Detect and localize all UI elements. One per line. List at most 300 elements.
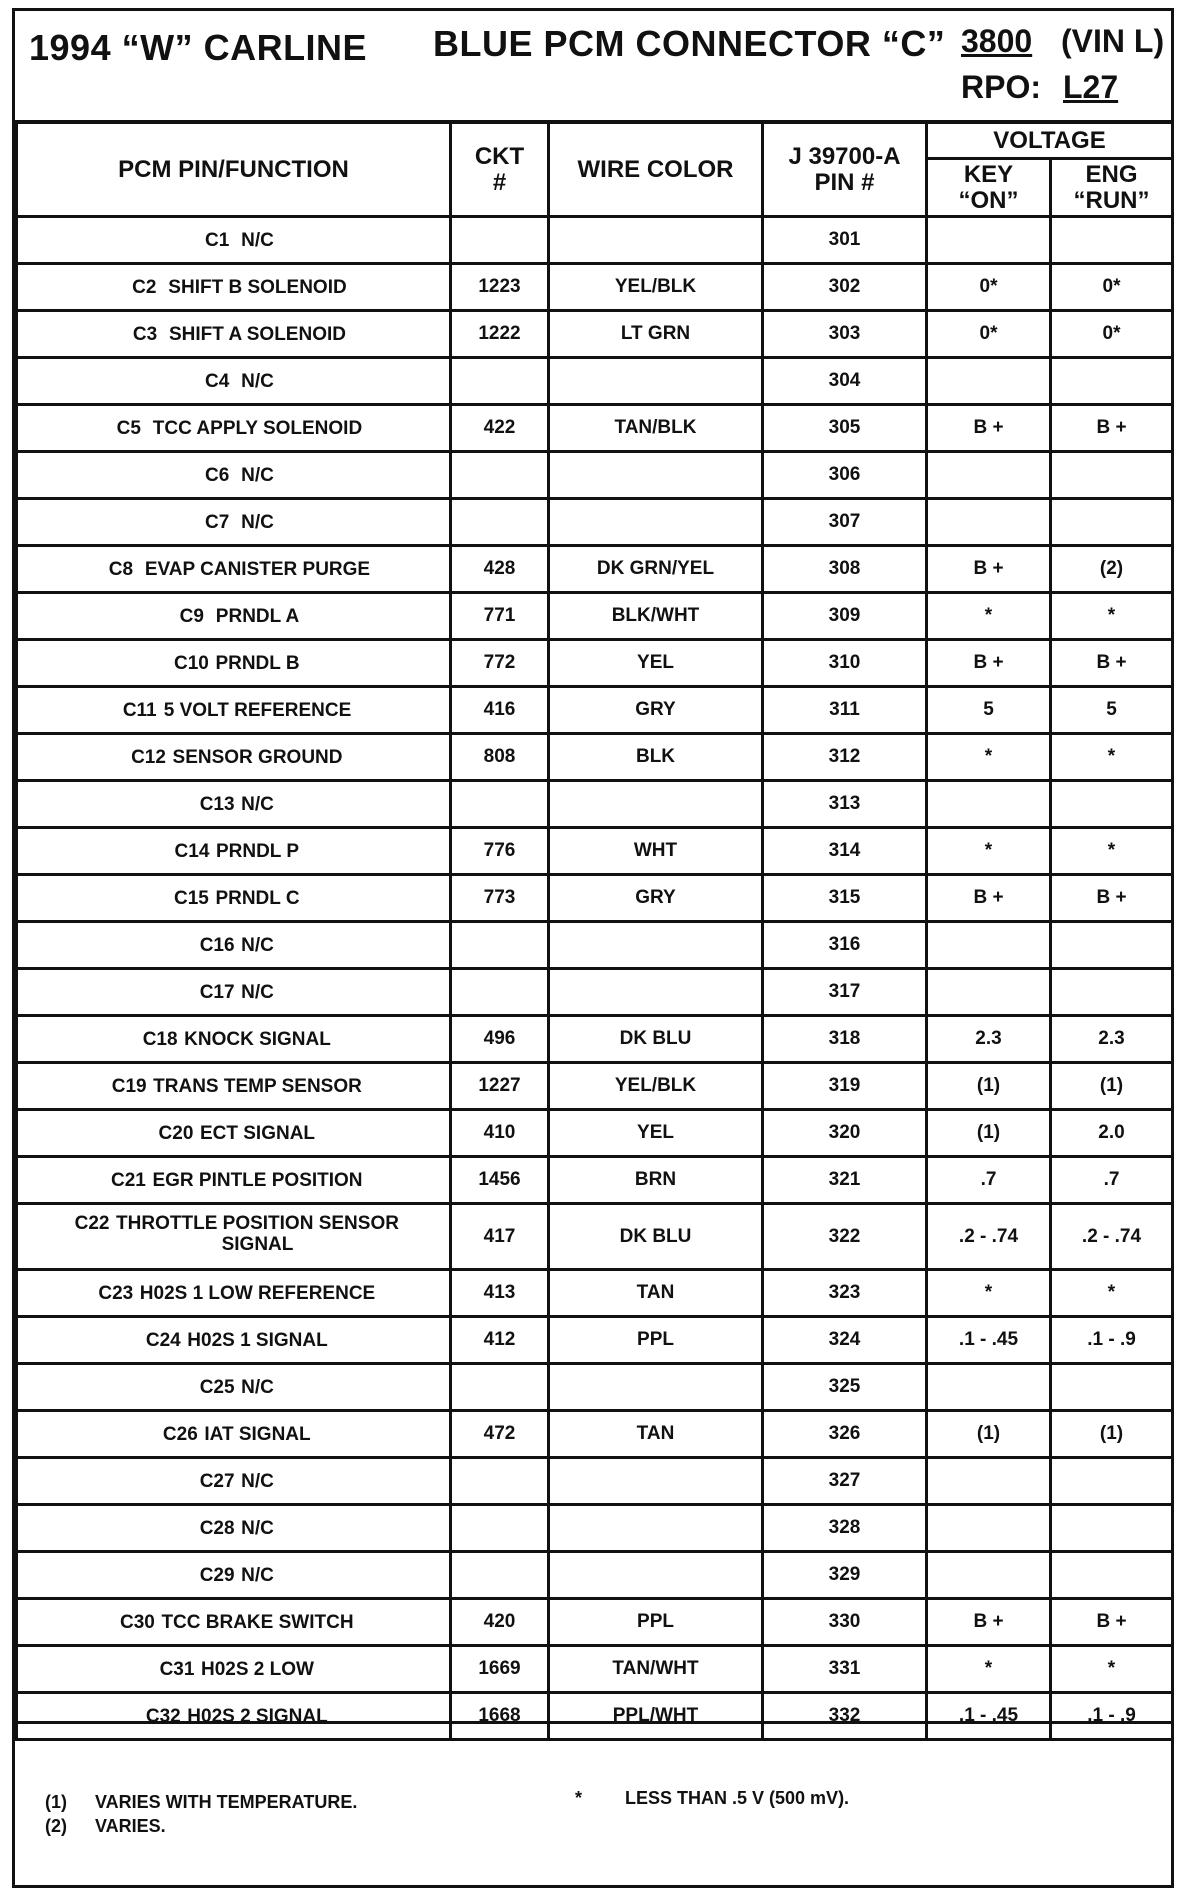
key-on-voltage-cell: *	[927, 734, 1051, 781]
key-on-voltage-cell	[927, 922, 1051, 969]
j-pin-cell: 304	[763, 358, 927, 405]
pin-function-cell	[17, 405, 451, 452]
note-star-mark: *	[575, 1788, 583, 1808]
eng-run-voltage-cell: 2.3	[1051, 1016, 1173, 1063]
wire-color-cell	[549, 1458, 763, 1505]
table-row	[17, 875, 1173, 922]
pin-function-cell	[17, 734, 451, 781]
ckt-cell	[451, 781, 549, 828]
wire-color-cell: DK BLU	[549, 1016, 763, 1063]
pin-function-cell	[17, 1157, 451, 1204]
ckt-cell: 772	[451, 640, 549, 687]
table-row	[17, 405, 1173, 452]
pin-id: C20	[158, 1122, 194, 1144]
col-header-key-on: KEY “ON”	[927, 159, 1051, 217]
pin-function-cell	[17, 1110, 451, 1157]
key-on-voltage-cell	[927, 1505, 1051, 1552]
pin-id: C12	[131, 746, 166, 768]
eng-run-voltage-cell: *	[1051, 734, 1173, 781]
pin-function-cell	[17, 875, 451, 922]
pin-function-cell	[17, 1552, 451, 1599]
ckt-cell: 413	[451, 1270, 549, 1317]
wire-color-cell	[549, 358, 763, 405]
wire-color-cell: DK GRN/YEL	[549, 546, 763, 593]
ckt-cell: 417	[451, 1204, 549, 1270]
pin-function: H02S 1 SIGNAL	[187, 1329, 328, 1351]
j-pin-cell: 306	[763, 452, 927, 499]
pin-function-cell	[17, 311, 451, 358]
table-row	[17, 217, 1173, 264]
key-on-voltage-cell: (1)	[927, 1063, 1051, 1110]
col-header-j-pin: J 39700-A PIN #	[763, 123, 927, 217]
key-on-voltage-cell	[927, 358, 1051, 405]
wire-color-cell: YEL/BLK	[549, 1063, 763, 1110]
table-row	[17, 969, 1173, 1016]
table-row	[17, 1411, 1173, 1458]
ckt-cell: 808	[451, 734, 549, 781]
pin-function: SHIFT B SOLENOID	[168, 276, 347, 298]
ckt-cell: 771	[451, 593, 549, 640]
pin-function: N/C	[241, 1376, 274, 1398]
wire-color-cell: BRN	[549, 1157, 763, 1204]
pin-id: C22	[74, 1213, 110, 1234]
j-pin-cell: 315	[763, 875, 927, 922]
wire-color-cell	[549, 781, 763, 828]
pin-function-cell	[17, 922, 451, 969]
pin-function-cell	[17, 452, 451, 499]
ckt-cell: 776	[451, 828, 549, 875]
pin-function: N/C	[241, 229, 274, 251]
table-row	[17, 1157, 1173, 1204]
pin-function: 5 VOLT REFERENCE	[163, 699, 352, 721]
key-on-voltage-cell: 5	[927, 687, 1051, 734]
pin-rows	[17, 217, 1173, 1740]
pin-function: N/C	[241, 370, 274, 392]
key-on-voltage-cell: *	[927, 1270, 1051, 1317]
table-row	[17, 1646, 1173, 1693]
pin-id: C9	[179, 605, 204, 627]
pin-function-cell	[17, 1016, 451, 1063]
wire-color-cell: WHT	[549, 828, 763, 875]
pin-function: THROTTLE POSITION SENSOR	[116, 1213, 399, 1234]
pin-id: C2	[132, 276, 157, 298]
pin-function: KNOCK SIGNAL	[184, 1028, 331, 1050]
pin-id: C10	[174, 652, 209, 674]
pin-id: C15	[174, 887, 209, 909]
carline-title: 1994 “W” CARLINE	[29, 27, 368, 68]
eng-run-voltage-cell: .1 - .9	[1051, 1317, 1173, 1364]
ckt-cell	[451, 1458, 549, 1505]
key-on-voltage-cell: *	[927, 1646, 1051, 1693]
j-pin-cell: 309	[763, 593, 927, 640]
wire-color-cell: YEL	[549, 640, 763, 687]
wire-color-cell	[549, 217, 763, 264]
j-pin-cell: 323	[763, 1270, 927, 1317]
pin-id: C11	[122, 699, 157, 721]
table-row	[17, 593, 1173, 640]
pin-id: C19	[111, 1075, 147, 1097]
note-1	[45, 1792, 357, 1813]
ckt-cell: 1222	[451, 311, 549, 358]
pin-function: IAT SIGNAL	[204, 1423, 311, 1445]
j-pin-cell: 301	[763, 217, 927, 264]
key-on-voltage-cell: .7	[927, 1157, 1051, 1204]
ckt-cell: 410	[451, 1110, 549, 1157]
j-pin-cell: 329	[763, 1552, 927, 1599]
j-pin-cell: 320	[763, 1110, 927, 1157]
ckt-cell	[451, 1364, 549, 1411]
ckt-cell	[451, 499, 549, 546]
pin-function-cell	[17, 546, 451, 593]
j-pin-cell: 314	[763, 828, 927, 875]
pin-function: H02S 2 LOW	[201, 1658, 314, 1680]
pin-function-cell	[17, 1411, 451, 1458]
pin-function-cell	[17, 1364, 451, 1411]
j-pin-cell: 322	[763, 1204, 927, 1270]
eng-run-voltage-cell	[1051, 1505, 1173, 1552]
eng-run-voltage-cell	[1051, 358, 1173, 405]
j-pin-cell: 313	[763, 781, 927, 828]
eng-run-voltage-cell: B +	[1051, 640, 1173, 687]
wire-color-cell: LT GRN	[549, 311, 763, 358]
eng-run-voltage-cell: (1)	[1051, 1063, 1173, 1110]
ckt-cell: 773	[451, 875, 549, 922]
key-on-voltage-cell: *	[927, 593, 1051, 640]
eng-run-voltage-cell	[1051, 969, 1173, 1016]
ckt-cell	[451, 969, 549, 1016]
pin-function-cell	[17, 217, 451, 264]
pin-function: N/C	[241, 1564, 274, 1586]
pin-function: EVAP CANISTER PURGE	[144, 558, 371, 580]
ckt-cell: 1456	[451, 1157, 549, 1204]
wire-color-cell: BLK/WHT	[549, 593, 763, 640]
ckt-cell: 412	[451, 1317, 549, 1364]
pin-id: C30	[120, 1611, 155, 1633]
eng-run-voltage-cell: B +	[1051, 405, 1173, 452]
eng-run-voltage-cell: 2.0	[1051, 1110, 1173, 1157]
j-pin-cell: 303	[763, 311, 927, 358]
key-on-voltage-cell	[927, 1552, 1051, 1599]
key-on-voltage-cell: .2 - .74	[927, 1204, 1051, 1270]
key-on-voltage-cell: *	[927, 828, 1051, 875]
pin-function: SENSOR GROUND	[172, 746, 343, 768]
wire-color-cell: YEL/BLK	[549, 264, 763, 311]
pin-function-cell	[17, 1599, 451, 1646]
wire-color-cell: BLK	[549, 734, 763, 781]
pin-function-cell	[17, 1063, 451, 1110]
pin-id: C18	[142, 1028, 178, 1050]
j-pin-cell: 312	[763, 734, 927, 781]
col-header-wire: WIRE COLOR	[549, 123, 763, 217]
wire-color-cell: YEL	[549, 1110, 763, 1157]
col-header-voltage: VOLTAGE	[927, 123, 1173, 159]
pin-id: C6	[204, 464, 230, 486]
table-row	[17, 922, 1173, 969]
note-2-mark: (2)	[45, 1816, 67, 1836]
eng-run-voltage-cell: B +	[1051, 875, 1173, 922]
note-1-text: VARIES WITH TEMPERATURE.	[95, 1792, 358, 1812]
j-pin-cell: 324	[763, 1317, 927, 1364]
wire-color-cell	[549, 1552, 763, 1599]
ckt-cell	[451, 217, 549, 264]
eng-run-voltage-cell	[1051, 1364, 1173, 1411]
pin-function: N/C	[241, 464, 274, 486]
pin-function: N/C	[241, 793, 274, 815]
notes-section	[15, 1721, 1171, 1885]
pin-function-cell	[17, 1505, 451, 1552]
pin-function: N/C	[241, 1470, 274, 1492]
key-on-voltage-cell: (1)	[927, 1411, 1051, 1458]
pin-id: C1	[204, 229, 230, 251]
pin-function: TCC BRAKE SWITCH	[161, 1611, 354, 1633]
j-pin-cell: 325	[763, 1364, 927, 1411]
pin-id: C26	[162, 1423, 198, 1445]
table-row	[17, 546, 1173, 593]
wire-color-cell: TAN	[549, 1411, 763, 1458]
table-row	[17, 1458, 1173, 1505]
note-star-text: LESS THAN .5 V (500 mV).	[625, 1788, 850, 1808]
pinout-sheet	[12, 8, 1174, 1888]
engine-code: 3800	[961, 23, 1033, 59]
ckt-cell	[451, 358, 549, 405]
wire-color-cell	[549, 969, 763, 1016]
eng-run-voltage-cell: .7	[1051, 1157, 1173, 1204]
pin-function: H02S 2 SIGNAL	[187, 1705, 328, 1727]
ckt-cell: 472	[451, 1411, 549, 1458]
j-pin-cell: 331	[763, 1646, 927, 1693]
table-row	[17, 1016, 1173, 1063]
wire-color-cell: TAN	[549, 1270, 763, 1317]
pin-function-cell	[17, 593, 451, 640]
pin-table	[15, 121, 1174, 1741]
table-row	[17, 452, 1173, 499]
pin-id: C32	[145, 1705, 181, 1727]
pin-function-cell	[17, 828, 451, 875]
eng-run-voltage-cell	[1051, 1552, 1173, 1599]
j-pin-cell: 319	[763, 1063, 927, 1110]
key-on-voltage-cell: (1)	[927, 1110, 1051, 1157]
key-on-voltage-cell: B +	[927, 875, 1051, 922]
pin-function-cell	[17, 1458, 451, 1505]
eng-run-voltage-cell: 0*	[1051, 264, 1173, 311]
table-row	[17, 1364, 1173, 1411]
key-on-voltage-cell	[927, 781, 1051, 828]
j-pin-cell: 318	[763, 1016, 927, 1063]
eng-run-voltage-cell	[1051, 217, 1173, 264]
pin-function: PRNDL C	[215, 887, 300, 909]
key-on-voltage-cell: B +	[927, 546, 1051, 593]
ckt-cell: 1668	[451, 1693, 549, 1740]
eng-run-voltage-cell: (1)	[1051, 1411, 1173, 1458]
ckt-cell	[451, 452, 549, 499]
ckt-cell: 428	[451, 546, 549, 593]
key-on-voltage-cell: 2.3	[927, 1016, 1051, 1063]
pin-id: C8	[108, 558, 134, 580]
ckt-cell	[451, 1552, 549, 1599]
j-pin-cell: 326	[763, 1411, 927, 1458]
eng-run-voltage-cell: .2 - .74	[1051, 1204, 1173, 1270]
table-row	[17, 687, 1173, 734]
table-row	[17, 1110, 1173, 1157]
wire-color-cell	[549, 1364, 763, 1411]
j-pin-cell: 332	[763, 1693, 927, 1740]
ckt-cell: 416	[451, 687, 549, 734]
key-on-voltage-cell: B +	[927, 640, 1051, 687]
pin-function: N/C	[241, 934, 274, 956]
table-row	[17, 1505, 1173, 1552]
table-row	[17, 499, 1173, 546]
wire-color-cell	[549, 1505, 763, 1552]
table-row	[17, 358, 1173, 405]
pin-id: C27	[199, 1470, 235, 1492]
pin-id: C28	[199, 1517, 235, 1539]
note-1-mark: (1)	[45, 1792, 67, 1812]
wire-color-cell	[549, 452, 763, 499]
wire-color-cell: TAN/WHT	[549, 1646, 763, 1693]
key-on-voltage-cell: .1 - .45	[927, 1693, 1051, 1740]
eng-run-voltage-cell	[1051, 1458, 1173, 1505]
ckt-cell	[451, 922, 549, 969]
ckt-cell	[451, 1505, 549, 1552]
eng-run-voltage-cell: 0*	[1051, 311, 1173, 358]
wire-color-cell: GRY	[549, 875, 763, 922]
eng-run-voltage-cell: (2)	[1051, 546, 1173, 593]
col-header-eng-run: ENG “RUN”	[1051, 159, 1173, 217]
ckt-cell: 422	[451, 405, 549, 452]
pin-id: C7	[204, 511, 230, 533]
eng-run-voltage-cell: 5	[1051, 687, 1173, 734]
pin-function-cell	[17, 640, 451, 687]
key-on-voltage-cell	[927, 1458, 1051, 1505]
j-pin-cell: 330	[763, 1599, 927, 1646]
ckt-cell: 496	[451, 1016, 549, 1063]
wire-color-cell: PPL	[549, 1317, 763, 1364]
eng-run-voltage-cell: *	[1051, 1646, 1173, 1693]
ckt-cell: 1223	[451, 264, 549, 311]
pin-function-cell	[17, 264, 451, 311]
table-row	[17, 1204, 1173, 1270]
table-row	[17, 734, 1173, 781]
pin-function-continued: SIGNAL	[221, 1234, 294, 1255]
pin-id: C23	[98, 1282, 134, 1304]
pin-function-cell	[17, 499, 451, 546]
j-pin-cell: 302	[763, 264, 927, 311]
pin-function: TRANS TEMP SENSOR	[153, 1075, 362, 1097]
pin-id: C25	[199, 1376, 235, 1398]
key-on-voltage-cell: .1 - .45	[927, 1317, 1051, 1364]
key-on-voltage-cell	[927, 217, 1051, 264]
table-row	[17, 1063, 1173, 1110]
pin-id: C16	[199, 934, 235, 956]
key-on-voltage-cell	[927, 452, 1051, 499]
table-row	[17, 311, 1173, 358]
j-pin-cell: 327	[763, 1458, 927, 1505]
pin-function-cell	[17, 1317, 451, 1364]
eng-run-voltage-cell: *	[1051, 593, 1173, 640]
pin-function: TCC APPLY SOLENOID	[152, 417, 363, 439]
pin-function-cell	[17, 687, 451, 734]
pin-id: C14	[174, 840, 210, 862]
pin-function: ECT SIGNAL	[199, 1122, 316, 1144]
table-row	[17, 1317, 1173, 1364]
note-2-text: VARIES.	[95, 1816, 166, 1836]
j-pin-cell: 310	[763, 640, 927, 687]
wire-color-cell: PPL	[549, 1599, 763, 1646]
pin-function-cell	[17, 1270, 451, 1317]
wire-color-cell: TAN/BLK	[549, 405, 763, 452]
wire-color-cell: DK BLU	[549, 1204, 763, 1270]
j-pin-cell: 316	[763, 922, 927, 969]
key-on-voltage-cell: B +	[927, 1599, 1051, 1646]
pin-function-cell	[17, 781, 451, 828]
eng-run-voltage-cell	[1051, 781, 1173, 828]
col-header-ckt: CKT #	[451, 123, 549, 217]
key-on-voltage-cell	[927, 1364, 1051, 1411]
j-pin-cell: 311	[763, 687, 927, 734]
eng-run-voltage-cell: B +	[1051, 1599, 1173, 1646]
pin-function: PRNDL A	[215, 605, 300, 627]
wire-color-cell	[549, 499, 763, 546]
pin-function: PRNDL B	[215, 652, 300, 674]
key-on-voltage-cell: B +	[927, 405, 1051, 452]
j-pin-cell: 321	[763, 1157, 927, 1204]
col-header-function: PCM PIN/FUNCTION	[17, 123, 451, 217]
pin-id: C21	[111, 1169, 146, 1191]
j-pin-cell: 308	[763, 546, 927, 593]
pin-id: C29	[199, 1564, 235, 1586]
j-pin-cell: 307	[763, 499, 927, 546]
key-on-voltage-cell	[927, 499, 1051, 546]
pin-function: H02S 1 LOW REFERENCE	[139, 1282, 376, 1304]
j-pin-cell: 317	[763, 969, 927, 1016]
pin-id: C4	[204, 370, 230, 392]
eng-run-voltage-cell: .1 - .9	[1051, 1693, 1173, 1740]
pin-id: C31	[159, 1658, 195, 1680]
eng-run-voltage-cell	[1051, 499, 1173, 546]
pin-id: C5	[116, 417, 141, 439]
pin-function: N/C	[241, 511, 274, 533]
j-pin-cell: 305	[763, 405, 927, 452]
note-star	[575, 1788, 849, 1809]
j-pin-cell: 328	[763, 1505, 927, 1552]
note-2	[45, 1816, 166, 1837]
pin-function: N/C	[241, 1517, 274, 1539]
connector-title: BLUE PCM CONNECTOR “C”	[433, 23, 946, 64]
pin-function-cell	[17, 1204, 451, 1270]
ckt-cell: 1227	[451, 1063, 549, 1110]
table-row	[17, 828, 1173, 875]
ckt-cell: 420	[451, 1599, 549, 1646]
table-row	[17, 640, 1173, 687]
table-row	[17, 1552, 1173, 1599]
wire-color-cell	[549, 922, 763, 969]
pin-function: EGR PINTLE POSITION	[152, 1169, 363, 1191]
eng-run-voltage-cell: *	[1051, 828, 1173, 875]
wire-color-cell: GRY	[549, 687, 763, 734]
key-on-voltage-cell	[927, 969, 1051, 1016]
pin-id: C17	[199, 981, 235, 1003]
table-row	[17, 781, 1173, 828]
rpo-label: RPO:	[961, 69, 1041, 105]
eng-run-voltage-cell: *	[1051, 1270, 1173, 1317]
vin-code: (VIN L)	[1061, 23, 1165, 59]
key-on-voltage-cell: 0*	[927, 264, 1051, 311]
eng-run-voltage-cell	[1051, 922, 1173, 969]
pin-id: C24	[145, 1329, 181, 1351]
pin-function: PRNDL P	[215, 840, 300, 862]
wire-color-cell: PPL/WHT	[549, 1693, 763, 1740]
ckt-cell: 1669	[451, 1646, 549, 1693]
